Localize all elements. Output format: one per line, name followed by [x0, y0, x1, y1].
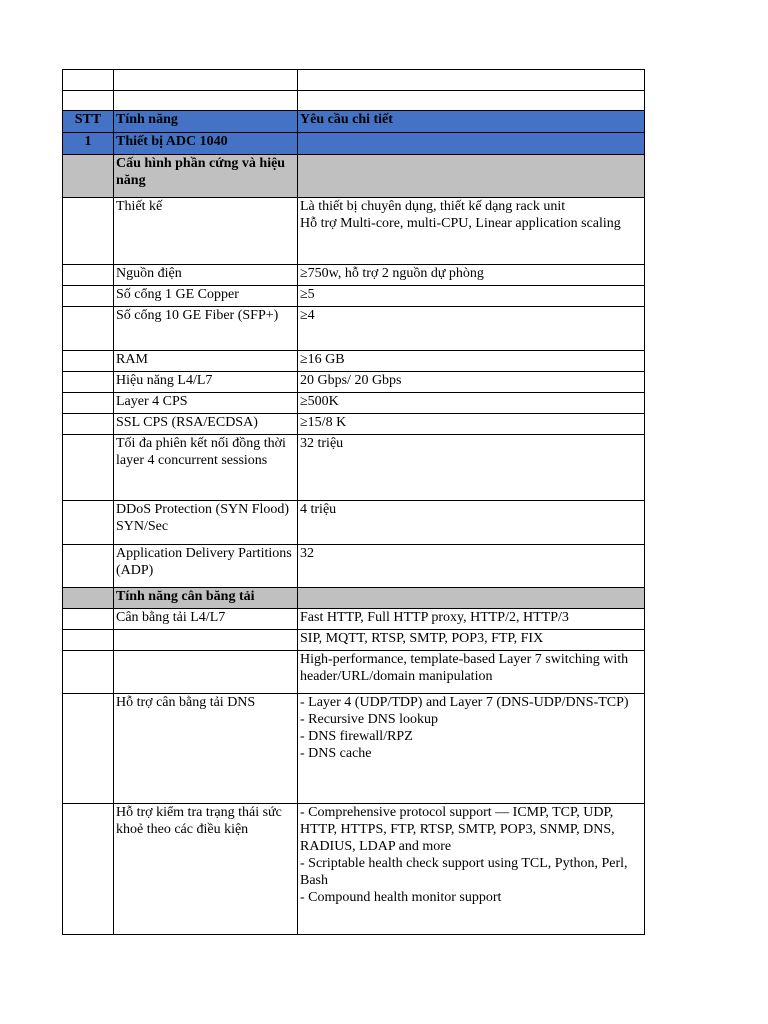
table-row	[63, 694, 645, 804]
empty-cell	[63, 651, 114, 694]
detail-cell: ≥15/8 K	[298, 414, 645, 435]
empty-cell	[63, 155, 114, 198]
empty-cell	[63, 393, 114, 414]
detail-cell: ≥4	[298, 307, 645, 351]
feature-cell: Thiết kế	[114, 198, 298, 265]
detail-cell: ≥16 GB	[298, 351, 645, 372]
detail-cell: - Layer 4 (UDP/TDP) and Layer 7 (DNS-UDP/DNS-TCP) - Recursive DNS lookup - DNS firewall/RPZ - DNS cache	[298, 694, 645, 804]
empty-cell	[63, 307, 114, 351]
feature-cell: Hỗ trợ kiểm tra trạng thái sức khoẻ theo các điều kiện	[114, 804, 298, 935]
spec-table	[62, 69, 645, 935]
empty-cell	[63, 435, 114, 501]
empty-cell	[63, 91, 114, 111]
empty-cell	[298, 155, 645, 198]
feature-cell: Hỗ trợ cân bằng tải DNS	[114, 694, 298, 804]
detail-cell: 4 triệu	[298, 501, 645, 545]
table-row	[63, 393, 645, 414]
empty-cell	[63, 70, 114, 91]
detail-cell: - Comprehensive protocol support — ICMP, TCP, UDP, HTTP, HTTPS, FTP, RTSP, SMTP, POP3, SNMP, DNS, RADIUS, LDAP and more - Scriptable health check support using TCL, Python, Perl, Bash - Compound health monitor support	[298, 804, 645, 935]
detail-cell: High-performance, template-based Layer 7 switching with header/URL/domain manipulation	[298, 651, 645, 694]
table-row	[63, 651, 645, 694]
feature-cell: DDoS Protection (SYN Flood) SYN/Sec	[114, 501, 298, 545]
section-title-hardware: Cấu hình phần cứng và hiệu năng	[114, 155, 298, 198]
empty-cell	[63, 372, 114, 393]
empty-cell	[114, 70, 298, 91]
device-name: Thiết bị ADC 1040	[114, 133, 298, 155]
detail-cell: 32	[298, 545, 645, 588]
feature-cell: SSL CPS (RSA/ECDSA)	[114, 414, 298, 435]
empty-cell	[63, 414, 114, 435]
feature-cell: Cân bằng tải L4/L7	[114, 609, 298, 630]
detail-cell: ≥500K	[298, 393, 645, 414]
empty-cell	[63, 286, 114, 307]
table-row	[63, 198, 645, 265]
feature-cell: RAM	[114, 351, 298, 372]
empty-row	[63, 91, 645, 111]
feature-cell: Nguồn điện	[114, 265, 298, 286]
empty-cell	[298, 70, 645, 91]
feature-cell: Hiệu năng L4/L7	[114, 372, 298, 393]
feature-cell	[114, 651, 298, 694]
header-detail: Yêu cầu chi tiết	[298, 111, 645, 133]
empty-cell	[63, 265, 114, 286]
detail-cell: 20 Gbps/ 20 Gbps	[298, 372, 645, 393]
empty-cell	[63, 351, 114, 372]
section-title-load-balancing: Tính năng cân băng tải	[114, 588, 298, 609]
table-row	[63, 372, 645, 393]
table-row	[63, 286, 645, 307]
table-row	[63, 804, 645, 935]
detail-cell: ≥750w, hỗ trợ 2 nguồn dự phòng	[298, 265, 645, 286]
detail-cell: Là thiết bị chuyên dụng, thiết kế dạng rack unit Hỗ trợ Multi-core, multi-CPU, Linear application scaling	[298, 198, 645, 265]
empty-cell	[298, 588, 645, 609]
empty-cell	[114, 91, 298, 111]
empty-cell	[63, 545, 114, 588]
table-row	[63, 265, 645, 286]
table-row	[63, 630, 645, 651]
table-row	[63, 609, 645, 630]
header-row	[63, 111, 645, 133]
feature-cell: Số cổng 10 GE Fiber (SFP+)	[114, 307, 298, 351]
detail-cell: 32 triệu	[298, 435, 645, 501]
table-row	[63, 414, 645, 435]
feature-cell: Application Delivery Partitions (ADP)	[114, 545, 298, 588]
empty-cell	[298, 91, 645, 111]
feature-cell	[114, 630, 298, 651]
table-row	[63, 307, 645, 351]
table-row	[63, 435, 645, 501]
table-row	[63, 545, 645, 588]
feature-cell: Tối đa phiên kết nối đồng thời layer 4 concurrent sessions	[114, 435, 298, 501]
table-row	[63, 501, 645, 545]
feature-cell: Số cổng 1 GE Copper	[114, 286, 298, 307]
empty-cell	[63, 198, 114, 265]
empty-cell	[63, 588, 114, 609]
empty-cell	[63, 694, 114, 804]
detail-cell: ≥5	[298, 286, 645, 307]
empty-row	[63, 70, 645, 91]
section-row-load-balancing	[63, 588, 645, 609]
detail-cell: Fast HTTP, Full HTTP proxy, HTTP/2, HTTP/3	[298, 609, 645, 630]
empty-cell	[63, 804, 114, 935]
empty-cell	[63, 609, 114, 630]
section-row-hardware	[63, 155, 645, 198]
header-stt: STT	[63, 111, 114, 133]
device-stt: 1	[63, 133, 114, 155]
header-feature: Tính năng	[114, 111, 298, 133]
feature-cell: Layer 4 CPS	[114, 393, 298, 414]
table-row	[63, 351, 645, 372]
detail-cell: SIP, MQTT, RTSP, SMTP, POP3, FTP, FIX	[298, 630, 645, 651]
empty-cell	[63, 501, 114, 545]
device-row	[63, 133, 645, 155]
empty-cell	[298, 133, 645, 155]
empty-cell	[63, 630, 114, 651]
